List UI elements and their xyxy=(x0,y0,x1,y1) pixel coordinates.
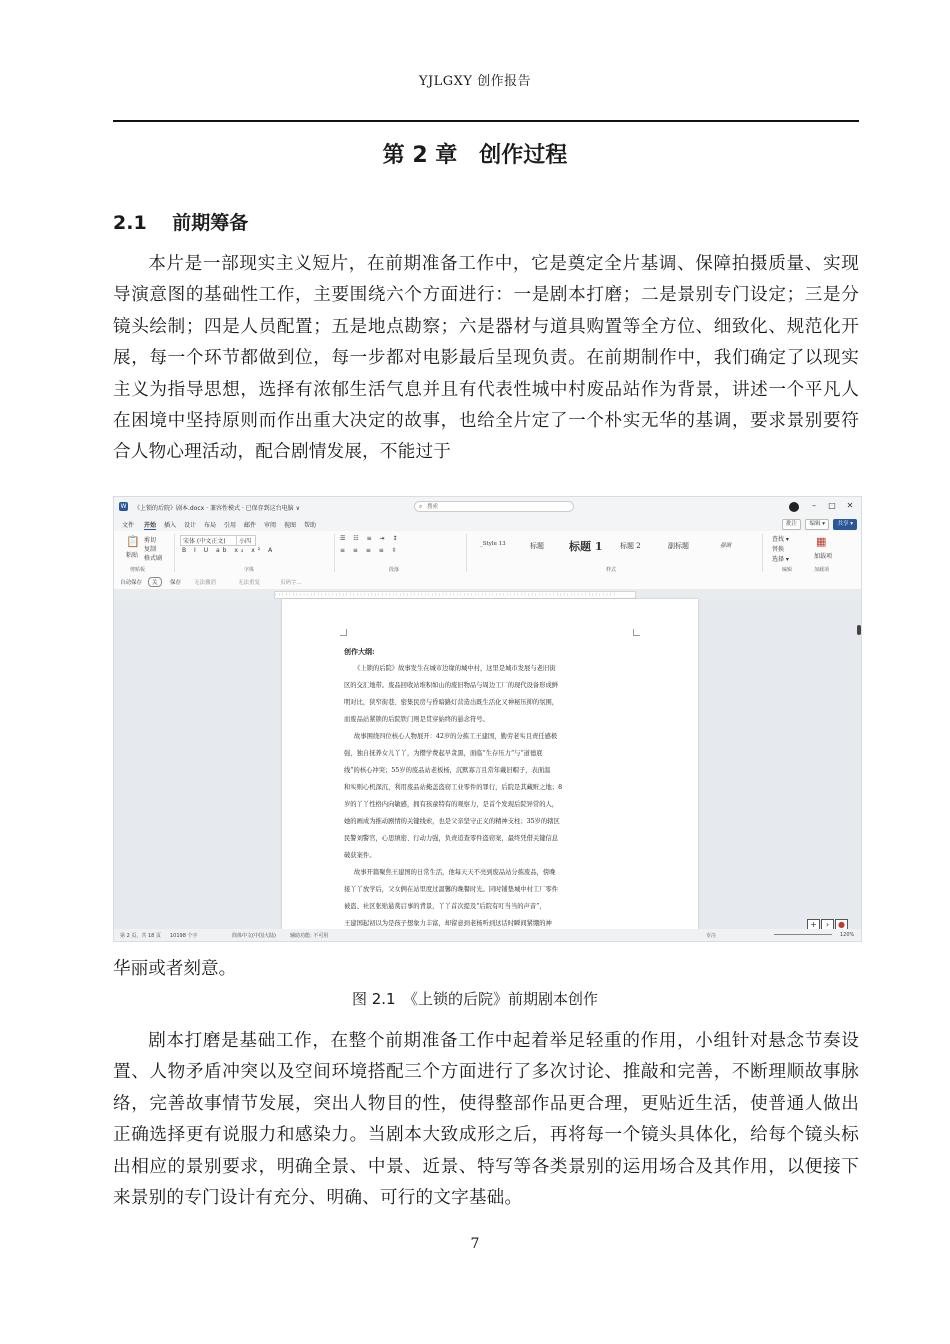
status-focus[interactable]: 专注 xyxy=(706,933,717,939)
doc-line: 强，独自抚养女儿丫丫，为攒学费起早贪黑，面临“生存压力”与“道德底 xyxy=(344,750,543,757)
search-icon: ⌕ xyxy=(419,503,423,510)
doc-line: 破获案件。 xyxy=(344,852,376,859)
status-accessibility[interactable]: 辅助功能: 不可用 xyxy=(290,933,329,939)
quick-access-bar xyxy=(114,575,861,590)
doc-line: 民警刘警官，心思缜密、行动力强，负责追查零件盗窃案，最终凭借关键信息 xyxy=(344,835,559,842)
body-paragraph-1: 本片是一部现实主义短片，在前期准备工作中，它是奠定全片基调、保障拍摄质量、实现导演意图的基础性工作，主要围绕六个方面进行：一是剧本打磨；二是景别专门设定；三是分镜头绘制；四是人员配置；五是地点勘察；六是器材与道具购置等全方位、细致化、规范化开展，每一个环节都做到位，每一步都对电影最后呈现负责。在前期制作中，我们确定了以现实主义为指导思想，选择有浓郁生活气息并且有代表性城中村废品站作为背景，讲述一个平凡人在困境中坚持原则而作出重大决定的故事，也给全片定了一个朴实无华的基调，要求景别要符合人物心理活动，配合剧情发展，不能过于 xyxy=(113,254,859,463)
page-number-button[interactable]: 页码字... xyxy=(280,580,302,586)
search-box[interactable] xyxy=(414,501,574,512)
status-language[interactable]: 简体中文(中国大陆) xyxy=(232,933,276,939)
menu-view[interactable]: 视图 xyxy=(284,522,297,529)
menu-review[interactable]: 审阅 xyxy=(264,522,277,529)
zoom-slider[interactable] xyxy=(774,934,832,935)
paragraph-tools[interactable]: ☰ ☷ ≡ ⇥ ↕ xyxy=(340,535,401,542)
document-title: 《上锁的后院》剧本.docx · 兼容性模式 · 已保存到这台电脑 ∨ xyxy=(134,505,300,512)
ribbon xyxy=(114,531,861,576)
autosave-label: 自动保存 xyxy=(120,580,143,586)
body-paragraph-1-tail: 华丽或者刻意。 xyxy=(113,959,237,979)
doc-line: 而废品站紧锁的后院铁门则是贯穿始终的悬念符号。 xyxy=(344,716,489,723)
menu-references[interactable]: 引用 xyxy=(224,522,237,529)
menu-insert[interactable]: 插入 xyxy=(164,522,177,529)
menu-mailings[interactable]: 邮件 xyxy=(244,522,257,529)
menu-layout[interactable]: 布局 xyxy=(204,522,217,529)
arrow-right-icon[interactable]: › xyxy=(821,919,834,932)
format-painter-button[interactable]: 格式刷 xyxy=(144,555,163,562)
doc-line: 故事围绕四位核心人物展开：42岁的分拣工王建国，勤劳老实且责任感极 xyxy=(354,733,558,740)
addins-button[interactable]: 加载项 xyxy=(814,553,833,560)
alignment-tools[interactable]: ≡ ≡ ≡ ≡ ⇳ xyxy=(340,547,400,554)
body-paragraph-2: 剧本打磨是基础工作，在整个前期准备工作中起着举足轻重的作用，小组针对悬念节奏设置、人物矛盾冲突以及空间环境搭配三个方面进行了多次讨论、推敲和完善，不断理顺故事脉络，完善故事情节发展，突出人物目的性，使得整部作品更合理，更贴近生活，使普通人做出正确选择更有说服力和感染力。当剧本大致成形之后，再将每一个镜头具体化，给每个镜头标出相应的景别要求，明确全景、中景、近景、特写等各类景别的运用场合及其作用，以便接下来景别的专门设计有充分、明确、可行的文字基础。 xyxy=(113,1031,859,1209)
select-button[interactable]: 选择 ▾ xyxy=(772,556,789,563)
group-label-clipboard: 剪贴板 xyxy=(130,567,146,573)
status-words[interactable]: 10198 个字 xyxy=(170,933,198,939)
user-avatar[interactable] xyxy=(789,502,799,512)
crop-mark-right xyxy=(633,629,640,636)
font-size-select[interactable]: 小四 xyxy=(236,535,256,546)
group-label-paragraph: 段落 xyxy=(389,567,400,573)
doc-line: 王建国起初以为是孩子想象力丰富，却留意到老杨听到这话时瞬间紧绷的神 xyxy=(344,920,552,927)
sep-2 xyxy=(334,534,335,572)
status-bar xyxy=(114,929,861,941)
replace-button[interactable]: 替换 xyxy=(772,546,785,553)
word-titlebar xyxy=(114,497,861,517)
menu-help[interactable]: 帮助 xyxy=(304,522,317,529)
style-subtitle[interactable]: 副标题 xyxy=(668,542,689,550)
menu-home[interactable]: 开始 xyxy=(144,522,157,529)
sep-3 xyxy=(466,534,467,572)
menu-file[interactable]: 文件 xyxy=(122,522,135,529)
ruler-scale: | | | | | | | | | | | | | | | | | | | | | | | | | | | | | | | | | | | | | | | | | | | | | | | | | | | | | | | | | | | | | | | | | | | | | | | | | | | | | | | | | | | | | | | | | | | | | | | | xyxy=(274,591,636,599)
share-button[interactable]: 共享 ▾ xyxy=(833,519,857,530)
sep-1 xyxy=(174,534,175,572)
group-label-editing: 编辑 xyxy=(782,567,793,573)
doc-line: 区的交汇地带。废品回收站堆积如山的废旧物品与周边工厂的现代设备形成鲜 xyxy=(344,682,559,689)
style-heading-1[interactable]: 标题 1 xyxy=(569,540,603,553)
doc-line: 被盗、社区张贴悬赏启事的背景，丫丫首次提及“后院有叮当当的声音”， xyxy=(344,903,546,910)
menu-bar xyxy=(114,517,861,531)
style-heading-2[interactable]: 标题 2 xyxy=(620,542,641,550)
doc-line: 明对比，狭窄街巷、密集民房与昏暗路灯营造出既生活化又神秘压抑的氛围， xyxy=(344,699,559,706)
record-icon[interactable]: ● xyxy=(835,919,848,932)
addins-icon[interactable]: ▦ xyxy=(816,535,827,548)
editing-mode-button[interactable]: 编辑 ▾ xyxy=(805,519,829,530)
style-emphasis[interactable]: 强调 xyxy=(720,543,732,549)
autosave-toggle[interactable]: 关 xyxy=(148,577,162,587)
maximize-icon[interactable]: □ xyxy=(828,501,836,510)
document-page[interactable] xyxy=(282,599,698,929)
group-label-font: 字体 xyxy=(244,567,255,573)
paste-icon[interactable]: 📋 xyxy=(126,535,140,548)
sep-4 xyxy=(762,534,763,572)
section-title: 2.1 前期筹备 xyxy=(113,212,249,234)
word-app-icon: W xyxy=(120,503,127,510)
running-header: YJLGXY 创作报告 xyxy=(418,74,532,89)
status-page[interactable]: 第 2 页，共 18 页 xyxy=(120,933,161,939)
style-title[interactable]: 标题 xyxy=(530,542,544,550)
doc-line: 她的画成为推动剧情的关键线索，也是父亲坚守正义的精神支柱；35岁的辖区 xyxy=(344,818,560,825)
ruler xyxy=(114,589,861,599)
doc-line: 线”的核心冲突；55岁的废品站老板杨，沉默寡言且常年戴旧帽子，表面温 xyxy=(344,767,551,774)
plus-icon[interactable]: + xyxy=(807,919,820,932)
undo-button[interactable]: 无法撤消 xyxy=(194,580,217,586)
doc-line: 接丫丫放学后，父女俩在站里度过温馨的晚餐时光。同时铺垫城中村工厂零件 xyxy=(344,886,559,893)
status-zoom[interactable]: 120% xyxy=(840,932,855,938)
chapter-title: 第 2 章 创作过程 xyxy=(382,143,568,168)
figure-word-screenshot xyxy=(113,496,862,942)
header-rule xyxy=(113,120,859,122)
doc-line: 和实则心机深沉，利用废品站掩盖盗窃工业零件的罪行，后院是其藏赃之地；8 xyxy=(344,784,563,791)
search-placeholder: 搜索 xyxy=(427,504,439,510)
paste-button[interactable]: 粘贴 xyxy=(126,552,139,559)
save-button[interactable]: 保存 xyxy=(170,580,182,586)
font-name-select[interactable]: 宋体 (中文正文) xyxy=(180,535,237,546)
comments-button[interactable]: 批注 xyxy=(782,519,801,530)
document-workspace xyxy=(114,599,861,929)
style-normal[interactable]: _Style 13 xyxy=(480,541,506,547)
copy-button[interactable]: 复制 xyxy=(144,546,157,553)
minimize-icon[interactable]: – xyxy=(812,501,816,510)
group-label-styles: 样式 xyxy=(606,567,617,573)
cut-button[interactable]: 剪切 xyxy=(144,537,157,544)
find-button[interactable]: 查找 ▾ xyxy=(772,536,789,543)
doc-heading: 创作大纲: xyxy=(344,647,375,656)
page-number: 7 xyxy=(470,1236,480,1252)
menu-design[interactable]: 设计 xyxy=(184,522,197,529)
crop-mark-left xyxy=(340,629,347,636)
doc-line: 《上锁的后院》故事发生在城市边缘的城中村，这里是城市发展与老旧街 xyxy=(354,665,556,672)
font-tools[interactable]: B I U ab x₂ x² A xyxy=(182,547,276,554)
figure-caption: 图 2.1 《上锁的后院》前期剧本创作 xyxy=(351,990,599,1008)
doc-line: 岁的丫丫性格内向敏感，拥有孩童特有的观察力，是首个发现后院异常的人， xyxy=(344,801,559,808)
doc-line: 故事开篇聚焦王建国的日常生活，他每天天不亮到废品站分拣废品，傍晚 xyxy=(354,869,556,876)
vertical-scrollbar-thumb[interactable] xyxy=(857,625,861,635)
redo-button[interactable]: 无法重复 xyxy=(238,580,261,586)
group-label-addins: 加载项 xyxy=(814,567,830,573)
close-icon[interactable]: ✕ xyxy=(846,501,854,510)
